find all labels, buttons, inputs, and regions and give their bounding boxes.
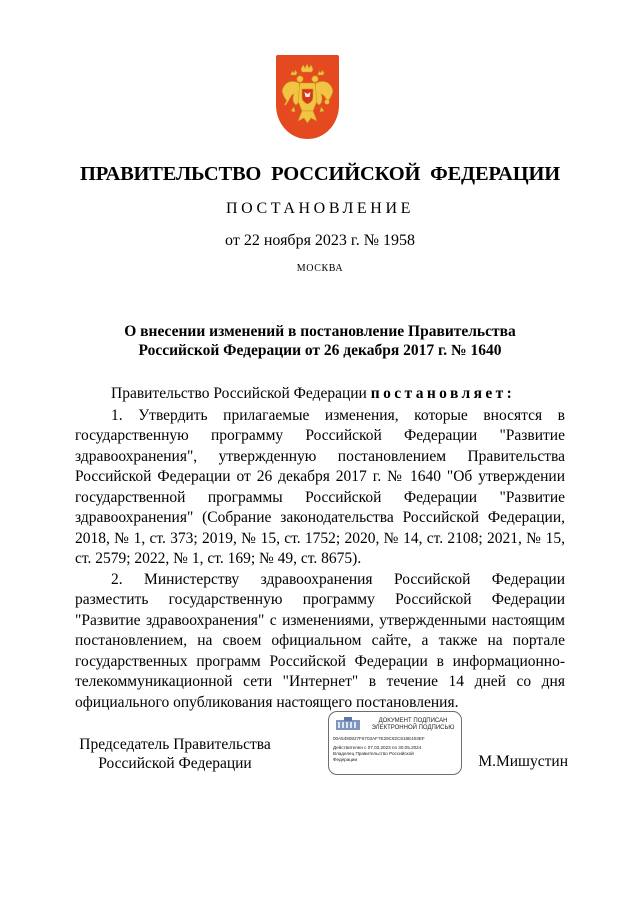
coat-of-arms-icon — [276, 55, 339, 139]
government-title: ПРАВИТЕЛЬСТВО РОССИЙСКОЙ ФЕДЕРАЦИИ — [80, 163, 560, 185]
decree-date-number: от 22 ноября 2023 г. № 1958 — [225, 232, 415, 249]
document-type: ПОСТАНОВЛЕНИЕ — [226, 200, 414, 217]
signatory-position — [70, 735, 280, 773]
intro-prefix: Правительство Российской Федерации — [111, 385, 371, 402]
subject-line-1: О внесении изменений в постановление Правительства — [124, 323, 516, 340]
item-1-paragraph: 1. Утвердить прилагаемые изменения, которые вносятся в государственную программу Российской Федерации "Развитие здравоохранения", утвержденную постановлением Правительства Российской Федерации от 26 декабря 2017 г. № 1640 "Об утверждении государственной программы Российской Федерации "Развитие здравоохранения" (Собрание законодательства Российской Федерации, 2018, № 1, ст. 373; 2019, № 15, ст. 1752; 2020, № 14, ст. 2108; 2021, № 15, ст. 2579; 2022, № 1, ст. 169; № 49, ст. 8675). — [75, 406, 565, 567]
stamp-owner-line-1: Владелец Правительство Российской — [333, 751, 414, 756]
stamp-heading-line-1: ДОКУМЕНТ ПОДПИСАН — [378, 718, 448, 724]
stamp-owner-line-2: Федерации — [333, 757, 358, 762]
electronic-signature-stamp — [328, 711, 462, 775]
stamp-certificate: 00A5490827F6703AF7E29C82C818E403EF — [333, 736, 425, 741]
issue-city: МОСКВА — [296, 263, 344, 274]
stamp-heading-line-2: ЭЛЕКТРОННОЙ ПОДПИСЬЮ — [371, 725, 455, 731]
intro-decrees: постановляет: — [370, 385, 516, 402]
position-line-2: Российской Федерации — [98, 755, 252, 772]
stamp-heading — [367, 718, 459, 732]
intro-paragraph — [75, 384, 565, 405]
signatory-name: М.Мишустин — [478, 753, 568, 770]
item-2-paragraph: 2. Министерству здравоохранения Российской Федерации разместить государственную программу Российской Федерации "Развитие здравоохранения" с изменениями, утвержденными настоящим постановлением, на своем официальном сайте, а также на портале государственных программ Российской Федерации в информационно-телекоммуникационной сети "Интернет" в течение 14 дней со дня официального опубликования настоящего постановления. — [75, 570, 565, 711]
stamp-validity: Действителен с 07.03.2023 по 30.05.2024 — [333, 745, 422, 750]
decree-subject — [60, 322, 580, 360]
subject-line-2: Российской Федерации от 26 декабря 2017 г. № 1640 — [138, 342, 502, 359]
position-line-1: Председатель Правительства — [79, 736, 271, 753]
decree-body — [75, 384, 565, 713]
building-icon — [335, 717, 361, 731]
